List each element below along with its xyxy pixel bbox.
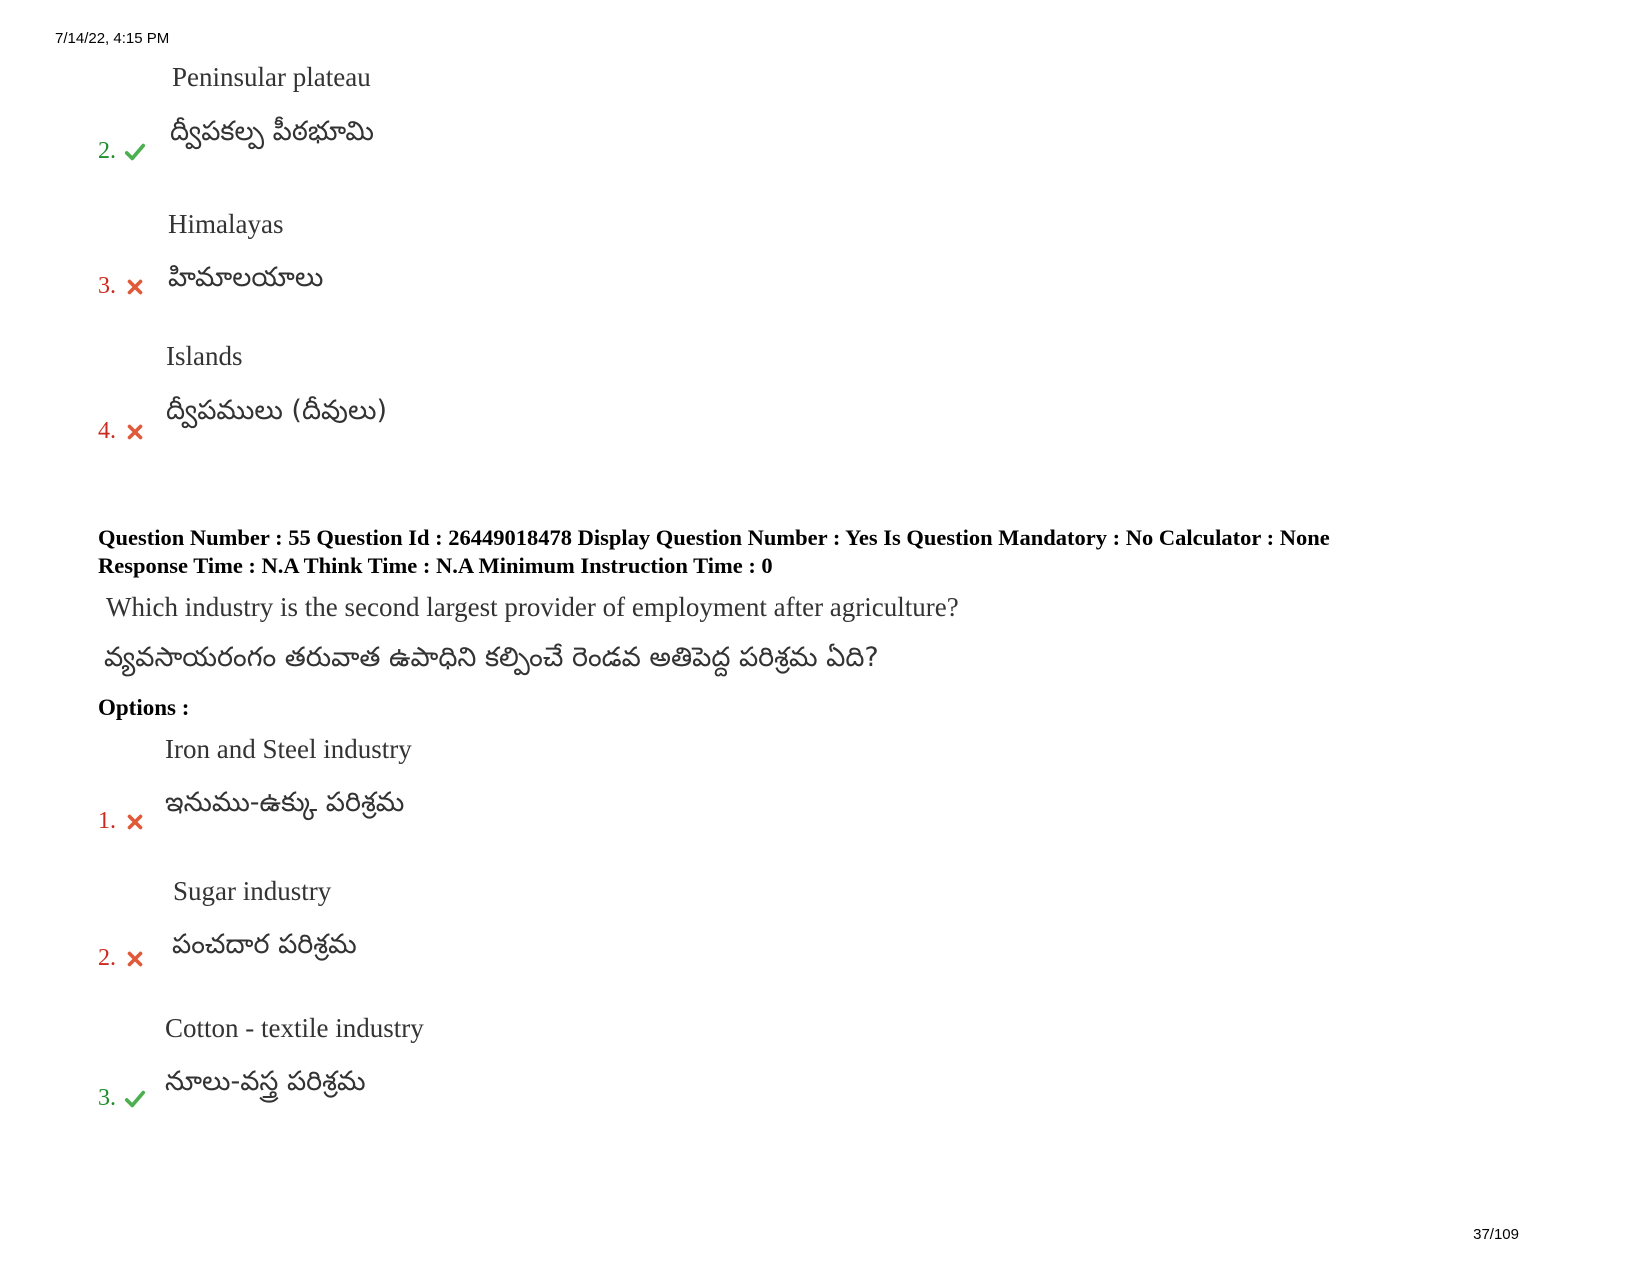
option-number-label: 2.	[98, 138, 116, 164]
question-text-en: Which industry is the second largest provider of employment after agriculture?	[106, 592, 959, 622]
question-meta-line1: Question Number : 55 Question Id : 26449018478 Display Question Number : Yes Is Question Mandatory : No Calculator : None	[98, 525, 1330, 550]
option-number-label: 3.	[98, 1085, 116, 1111]
page-number: 37/109	[1473, 1226, 1519, 1243]
option-number	[98, 945, 146, 972]
option-number	[98, 138, 146, 165]
cross-icon	[124, 421, 146, 443]
question-text-te: వ్యవసాయరంగం తరువాత ఉపాధిని కల్పించే రెండవ అతిపెద్ద పరిశ్రమ ఏది?	[104, 642, 879, 673]
option-text-te: ఇనుము-ఉక్కు పరిశ్రమ	[165, 787, 405, 818]
option-text-te: ద్వీపకల్ప పీఠభూమి	[170, 116, 374, 147]
option-text-en: Islands	[166, 341, 243, 371]
options-label: Options :	[98, 695, 190, 720]
option-text-te: ద్వీపములు (దీవులు)	[166, 395, 387, 426]
option-text-en: Iron and Steel industry	[165, 734, 412, 764]
option-text-en: Cotton - textile industry	[165, 1013, 424, 1043]
cross-icon	[124, 811, 146, 833]
option-text-te: పంచదార పరిశ్రమ	[172, 929, 357, 960]
option-text-en: Sugar industry	[173, 876, 332, 906]
print-timestamp: 7/14/22, 4:15 PM	[55, 30, 170, 47]
option-number	[98, 418, 146, 445]
option-number-label: 3.	[98, 273, 116, 299]
option-number	[98, 1085, 146, 1112]
option-text-en: Himalayas	[168, 209, 284, 239]
option-number-label: 2.	[98, 945, 116, 971]
option-number	[98, 273, 146, 300]
option-number-label: 1.	[98, 808, 116, 834]
option-text-en: Peninsular plateau	[172, 62, 371, 92]
check-icon	[124, 1088, 146, 1110]
option-text-te: హిమాలయాలు	[168, 262, 324, 293]
option-number	[98, 808, 146, 835]
check-icon	[124, 141, 146, 163]
option-text-te: నూలు-వస్త్ర పరిశ్రమ	[165, 1066, 366, 1097]
cross-icon	[124, 948, 146, 970]
option-number-label: 4.	[98, 418, 116, 444]
question-meta-line2: Response Time : N.A Think Time : N.A Minimum Instruction Time : 0	[98, 553, 773, 578]
cross-icon	[124, 276, 146, 298]
